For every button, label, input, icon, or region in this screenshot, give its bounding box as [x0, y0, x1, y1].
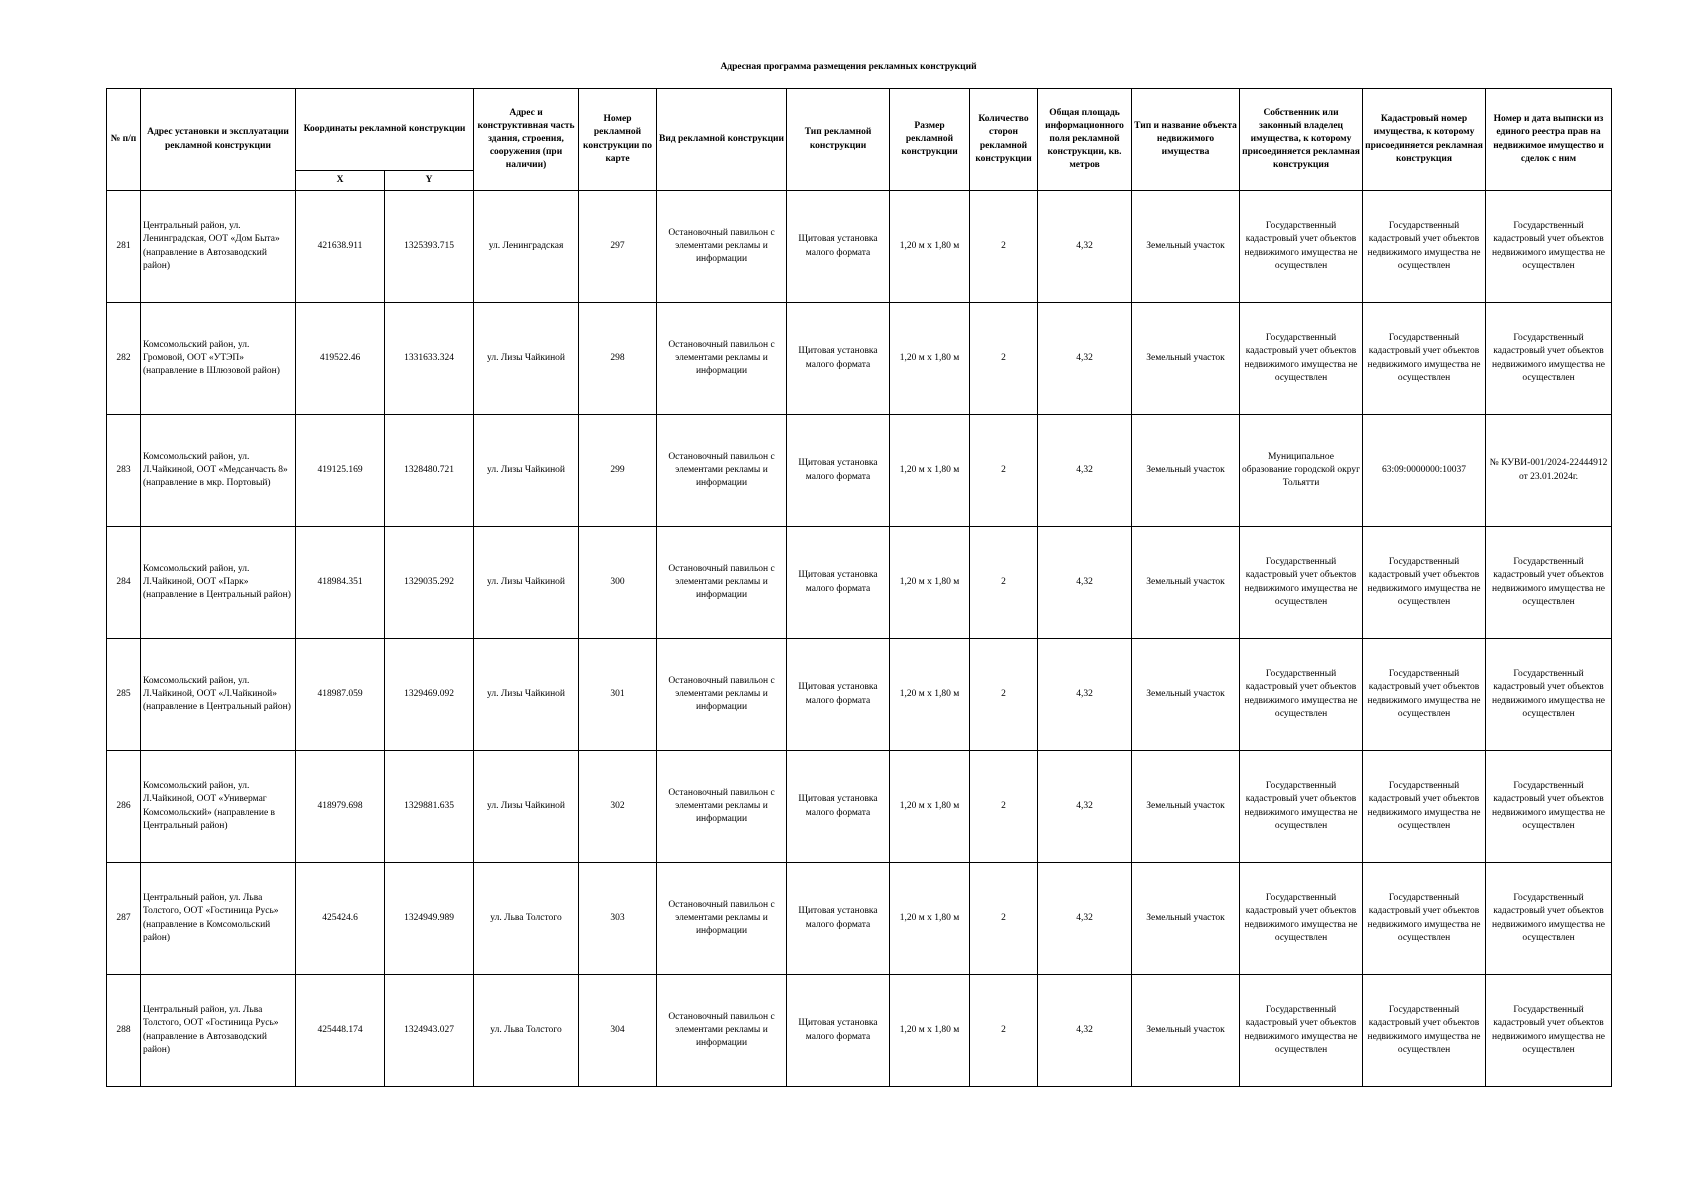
cell-map-num: 304	[579, 975, 657, 1087]
cell-registry: Государственный кадастровый учет объектов недвижимого имущества не осуществлен	[1486, 863, 1612, 975]
cell-y: 1329469.092	[385, 639, 474, 751]
cell-x: 425424.6	[296, 863, 385, 975]
cell-num: 285	[107, 639, 141, 751]
cell-x: 418979.698	[296, 751, 385, 863]
cell-size: 1,20 м х 1,80 м	[890, 751, 970, 863]
cell-building: ул. Льва Толстого	[474, 975, 579, 1087]
cell-size: 1,20 м х 1,80 м	[890, 639, 970, 751]
cell-building: ул. Лизы Чайкиной	[474, 751, 579, 863]
cell-y: 1329035.292	[385, 527, 474, 639]
cell-owner: Государственный кадастровый учет объектов недвижимого имущества не осуществлен	[1240, 303, 1363, 415]
cell-map-num: 297	[579, 191, 657, 303]
cell-num: 287	[107, 863, 141, 975]
cell-cadastral: Государственный кадастровый учет объектов недвижимого имущества не осуществлен	[1363, 863, 1486, 975]
cell-address: Комсомольский район, ул. Л.Чайкиной, ООТ «Универмаг Комсомольский» (направление в Центральный район)	[141, 751, 296, 863]
cell-object: Земельный участок	[1132, 975, 1240, 1087]
header-building: Адрес и конструктивная часть здания, строения, сооружения (при наличии)	[474, 89, 579, 191]
cell-sides: 2	[970, 415, 1038, 527]
cell-size: 1,20 м х 1,80 м	[890, 191, 970, 303]
cell-sides: 2	[970, 975, 1038, 1087]
ad-structures-table	[106, 88, 1612, 1087]
cell-building: ул. Лизы Чайкиной	[474, 639, 579, 751]
document-title: Адресная программа размещения рекламных конструкций	[720, 62, 977, 72]
cell-address: Комсомольский район, ул. Л.Чайкиной, ООТ «Парк» (направление в Центральный район)	[141, 527, 296, 639]
cell-map-num: 300	[579, 527, 657, 639]
header-address: Адрес установки и эксплуатации рекламной конструкции	[141, 89, 296, 191]
cell-type: Щитовая установка малого формата	[787, 527, 890, 639]
cell-area: 4,32	[1038, 751, 1132, 863]
header-cadastral: Кадастровый номер имущества, к которому присоединяется рекламная конструкция	[1363, 89, 1486, 191]
cell-x: 425448.174	[296, 975, 385, 1087]
cell-type: Щитовая установка малого формата	[787, 639, 890, 751]
cell-sides: 2	[970, 751, 1038, 863]
cell-kind: Остановочный павильон с элементами рекламы и информации	[657, 527, 787, 639]
cell-x: 418987.059	[296, 639, 385, 751]
cell-num: 282	[107, 303, 141, 415]
cell-cadastral: Государственный кадастровый учет объектов недвижимого имущества не осуществлен	[1363, 303, 1486, 415]
cell-size: 1,20 м х 1,80 м	[890, 975, 970, 1087]
cell-num: 283	[107, 415, 141, 527]
cell-y: 1329881.635	[385, 751, 474, 863]
cell-area: 4,32	[1038, 527, 1132, 639]
cell-num: 286	[107, 751, 141, 863]
cell-registry: Государственный кадастровый учет объектов недвижимого имущества не осуществлен	[1486, 191, 1612, 303]
header-size: Размер рекламной конструкции	[890, 89, 970, 191]
cell-cadastral: Государственный кадастровый учет объектов недвижимого имущества не осуществлен	[1363, 527, 1486, 639]
cell-address: Комсомольский район, ул. Громовой, ООТ «УТЭП» (направление в Шлюзовой район)	[141, 303, 296, 415]
cell-sides: 2	[970, 527, 1038, 639]
header-coords: Координаты рекламной конструкции	[296, 89, 474, 171]
cell-registry: Государственный кадастровый учет объектов недвижимого имущества не осуществлен	[1486, 639, 1612, 751]
cell-x: 419522.46	[296, 303, 385, 415]
cell-area: 4,32	[1038, 639, 1132, 751]
cell-size: 1,20 м х 1,80 м	[890, 527, 970, 639]
cell-cadastral: 63:09:0000000:10037	[1363, 415, 1486, 527]
cell-sides: 2	[970, 639, 1038, 751]
cell-building: ул. Лизы Чайкиной	[474, 303, 579, 415]
cell-y: 1328480.721	[385, 415, 474, 527]
cell-type: Щитовая установка малого формата	[787, 863, 890, 975]
header-registry: Номер и дата выписки из единого реестра прав на недвижимое имущество и сделок с ним	[1486, 89, 1612, 191]
cell-owner: Государственный кадастровый учет объектов недвижимого имущества не осуществлен	[1240, 527, 1363, 639]
cell-area: 4,32	[1038, 191, 1132, 303]
header-area: Общая площадь информационного поля рекламной конструкции, кв. метров	[1038, 89, 1132, 191]
cell-map-num: 301	[579, 639, 657, 751]
cell-map-num: 299	[579, 415, 657, 527]
cell-type: Щитовая установка малого формата	[787, 415, 890, 527]
cell-object: Земельный участок	[1132, 191, 1240, 303]
header-num: № п/п	[107, 89, 141, 191]
cell-area: 4,32	[1038, 303, 1132, 415]
cell-type: Щитовая установка малого формата	[787, 191, 890, 303]
cell-kind: Остановочный павильон с элементами рекламы и информации	[657, 303, 787, 415]
cell-owner: Государственный кадастровый учет объектов недвижимого имущества не осуществлен	[1240, 751, 1363, 863]
cell-owner: Государственный кадастровый учет объектов недвижимого имущества не осуществлен	[1240, 863, 1363, 975]
cell-address: Центральный район, ул. Ленинградская, ООТ «Дом Быта» (направление в Автозаводский район)	[141, 191, 296, 303]
cell-address: Центральный район, ул. Льва Толстого, ООТ «Гостиница Русь» (направление в Автозаводский район)	[141, 975, 296, 1087]
table-row	[107, 975, 1612, 1087]
header-type: Тип рекламной конструкции	[787, 89, 890, 191]
cell-y: 1324943.027	[385, 975, 474, 1087]
cell-sides: 2	[970, 191, 1038, 303]
cell-map-num: 302	[579, 751, 657, 863]
cell-area: 4,32	[1038, 415, 1132, 527]
cell-registry: Государственный кадастровый учет объектов недвижимого имущества не осуществлен	[1486, 751, 1612, 863]
table-row	[107, 863, 1612, 975]
cell-object: Земельный участок	[1132, 751, 1240, 863]
cell-cadastral: Государственный кадастровый учет объектов недвижимого имущества не осуществлен	[1363, 751, 1486, 863]
header-kind: Вид рекламной конструкции	[657, 89, 787, 191]
cell-building: ул. Ленинградская	[474, 191, 579, 303]
cell-address: Центральный район, ул. Льва Толстого, ООТ «Гостиница Русь» (направление в Комсомольский район)	[141, 863, 296, 975]
cell-num: 288	[107, 975, 141, 1087]
header-owner: Собственник или законный владелец имущества, к которому присоединяется рекламная конструкция	[1240, 89, 1363, 191]
cell-kind: Остановочный павильон с элементами рекламы и информации	[657, 975, 787, 1087]
cell-registry: Государственный кадастровый учет объектов недвижимого имущества не осуществлен	[1486, 303, 1612, 415]
cell-building: ул. Лизы Чайкиной	[474, 415, 579, 527]
cell-owner: Государственный кадастровый учет объектов недвижимого имущества не осуществлен	[1240, 975, 1363, 1087]
cell-type: Щитовая установка малого формата	[787, 751, 890, 863]
cell-y: 1324949.989	[385, 863, 474, 975]
cell-object: Земельный участок	[1132, 303, 1240, 415]
cell-owner: Государственный кадастровый учет объектов недвижимого имущества не осуществлен	[1240, 191, 1363, 303]
cell-map-num: 303	[579, 863, 657, 975]
cell-area: 4,32	[1038, 975, 1132, 1087]
cell-cadastral: Государственный кадастровый учет объектов недвижимого имущества не осуществлен	[1363, 191, 1486, 303]
cell-object: Земельный участок	[1132, 639, 1240, 751]
cell-kind: Остановочный павильон с элементами рекламы и информации	[657, 751, 787, 863]
cell-type: Щитовая установка малого формата	[787, 975, 890, 1087]
header-sides: Количество сторон рекламной конструкции	[970, 89, 1038, 191]
cell-num: 284	[107, 527, 141, 639]
cell-x: 421638.911	[296, 191, 385, 303]
table-row	[107, 527, 1612, 639]
table-row	[107, 303, 1612, 415]
cell-area: 4,32	[1038, 863, 1132, 975]
cell-map-num: 298	[579, 303, 657, 415]
table-row	[107, 639, 1612, 751]
cell-building: ул. Лизы Чайкиной	[474, 527, 579, 639]
cell-kind: Остановочный павильон с элементами рекламы и информации	[657, 863, 787, 975]
cell-object: Земельный участок	[1132, 863, 1240, 975]
cell-size: 1,20 м х 1,80 м	[890, 303, 970, 415]
header-x: X	[296, 171, 385, 191]
header-object: Тип и название объекта недвижимого имущества	[1132, 89, 1240, 191]
cell-address: Комсомольский район, ул. Л.Чайкиной, ООТ «Медсанчасть 8» (направление в мкр. Портовый)	[141, 415, 296, 527]
cell-num: 281	[107, 191, 141, 303]
cell-size: 1,20 м х 1,80 м	[890, 415, 970, 527]
table-row	[107, 191, 1612, 303]
header-map-num: Номер рекламной конструкции по карте	[579, 89, 657, 191]
table-row	[107, 751, 1612, 863]
cell-x: 418984.351	[296, 527, 385, 639]
cell-owner: Муниципальное образование городской округ Тольятти	[1240, 415, 1363, 527]
cell-sides: 2	[970, 863, 1038, 975]
cell-y: 1325393.715	[385, 191, 474, 303]
cell-building: ул. Льва Толстого	[474, 863, 579, 975]
cell-registry: Государственный кадастровый учет объектов недвижимого имущества не осуществлен	[1486, 975, 1612, 1087]
cell-kind: Остановочный павильон с элементами рекламы и информации	[657, 191, 787, 303]
cell-cadastral: Государственный кадастровый учет объектов недвижимого имущества не осуществлен	[1363, 975, 1486, 1087]
cell-size: 1,20 м х 1,80 м	[890, 863, 970, 975]
cell-address: Комсомольский район, ул. Л.Чайкиной, ООТ «Л.Чайкиной» (направление в Центральный район)	[141, 639, 296, 751]
cell-type: Щитовая установка малого формата	[787, 303, 890, 415]
cell-registry: Государственный кадастровый учет объектов недвижимого имущества не осуществлен	[1486, 527, 1612, 639]
cell-object: Земельный участок	[1132, 527, 1240, 639]
cell-cadastral: Государственный кадастровый учет объектов недвижимого имущества не осуществлен	[1363, 639, 1486, 751]
cell-registry: № КУВИ-001/2024-22444912 от 23.01.2024г.	[1486, 415, 1612, 527]
cell-x: 419125.169	[296, 415, 385, 527]
cell-kind: Остановочный павильон с элементами рекламы и информации	[657, 639, 787, 751]
cell-owner: Государственный кадастровый учет объектов недвижимого имущества не осуществлен	[1240, 639, 1363, 751]
table-row	[107, 415, 1612, 527]
cell-kind: Остановочный павильон с элементами рекламы и информации	[657, 415, 787, 527]
header-y: Y	[385, 171, 474, 191]
cell-y: 1331633.324	[385, 303, 474, 415]
cell-object: Земельный участок	[1132, 415, 1240, 527]
cell-sides: 2	[970, 303, 1038, 415]
table-header	[107, 89, 1612, 191]
table-body	[107, 191, 1612, 1087]
